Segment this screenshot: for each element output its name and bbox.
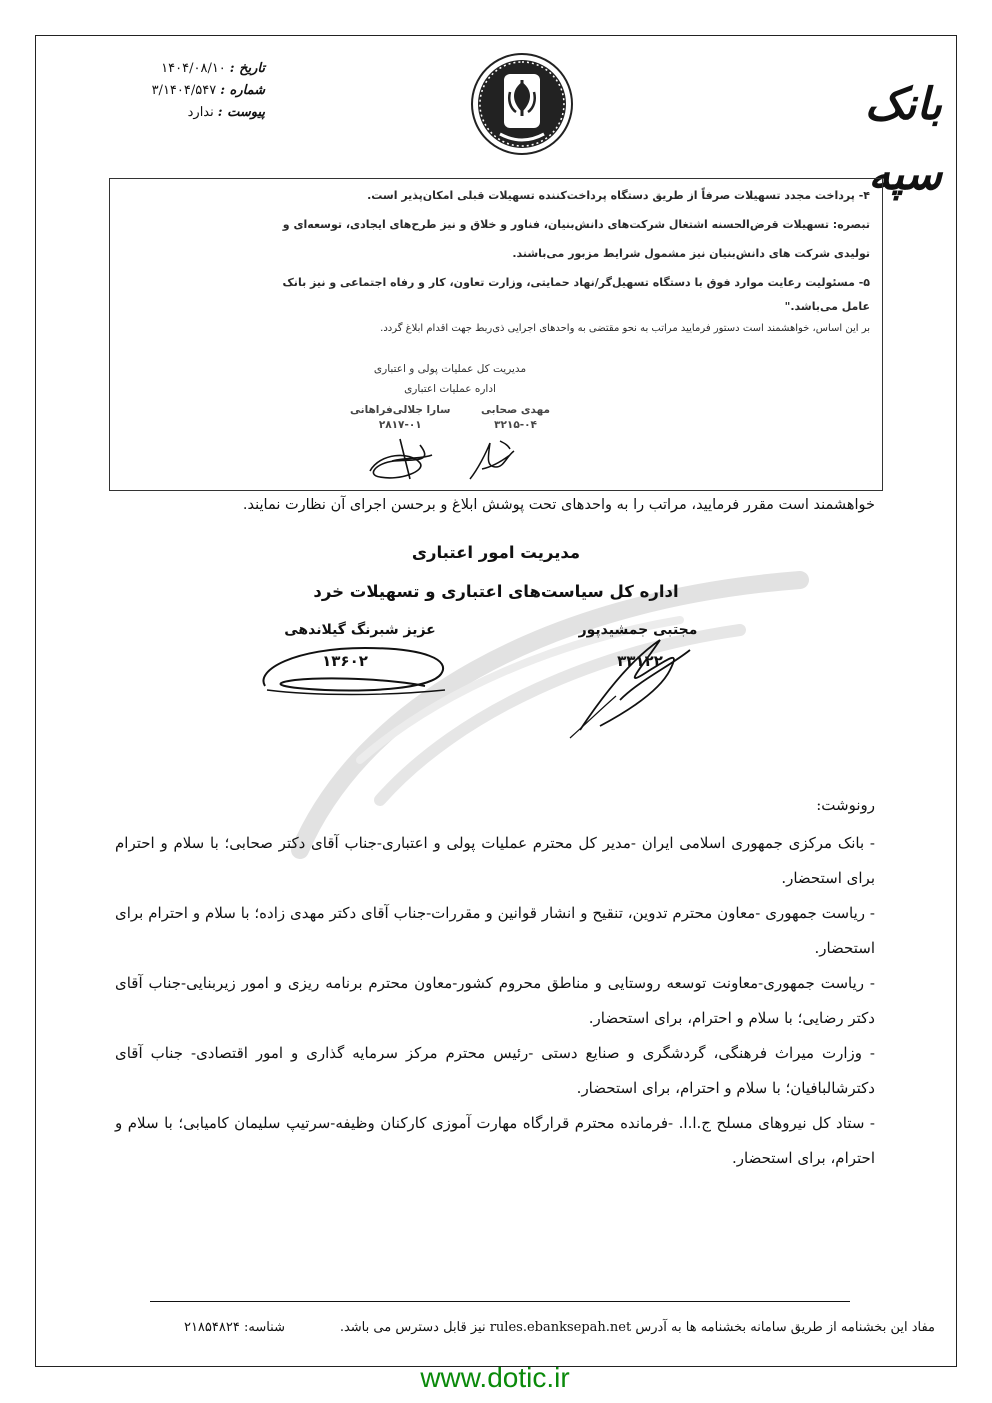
quote-line: تبصره: تسهیلات قرض‌الحسنه اشتغال شرکت‌های دانش‌بنیان، فناور و خلاق و نیز طرح‌های ایجادی، توسعه‌ای و bbox=[282, 218, 870, 231]
signature-b-scribble bbox=[560, 630, 700, 740]
signer-a-name: عزیز شبرنگ گیلاندهی bbox=[284, 622, 436, 638]
quote-signer-2 bbox=[350, 403, 450, 433]
circular-id-label: شناسه: bbox=[243, 1320, 285, 1335]
signer-a-code: ۱۳۶۰۲ bbox=[322, 652, 368, 670]
cc-list bbox=[115, 826, 875, 1176]
quote-signer-1 bbox=[481, 403, 550, 433]
box-edge-gap bbox=[986, 517, 988, 667]
quote-signer-2-name: سارا جلالی‌فراهانی bbox=[350, 404, 451, 416]
quote-signers bbox=[350, 403, 550, 433]
attachment-label: پیوست : bbox=[217, 105, 265, 120]
quote-signature-block bbox=[350, 359, 550, 399]
office-title: اداره کل سیاست‌های اعتباری و تسهیلات خرد bbox=[313, 582, 679, 601]
quote-signer-1-code: ۳۲۱۵-۰۴ bbox=[494, 419, 537, 431]
circular-id-value: ۲۱۸۵۴۸۲۴ bbox=[183, 1320, 240, 1335]
quote-line: عامل می‌باشد." bbox=[784, 300, 870, 313]
attachment-row bbox=[125, 102, 265, 124]
cc-item: - ریاست جمهوری -معاون محترم تدوین، تنقیح و انشار قوانین و مقررات-جناب آقای دکتر مهدی زاده؛ با سلام و احترام برای استحضار. bbox=[115, 904, 875, 957]
quote-sig-department: مدیریت کل عملیات پولی و اعتباری bbox=[373, 363, 527, 375]
quote-line: تولیدی شرکت های دانش‌بنیان نیز مشمول شرایط مزبور می‌باشند. bbox=[512, 247, 870, 260]
date-row bbox=[125, 58, 265, 80]
website-link[interactable]: www.dotic.ir bbox=[420, 1362, 570, 1393]
circular-id bbox=[95, 1320, 285, 1335]
quote-line: ۵- مسئولیت رعایت موارد فوق با دستگاه تسهیل‌گر/نهاد حمایتی، وزارت تعاون، کار و رفاه اجتماعی و نیز بانک bbox=[282, 276, 870, 289]
number-row bbox=[125, 80, 265, 102]
main-instruction: خواهشمند است مقرر فرمایید، مراتب را به واحدهای تحت پوشش ابلاغ و برحسن اجرای آن نظارت نمایند. bbox=[242, 497, 875, 513]
quoted-text bbox=[122, 181, 870, 341]
bank-emblem-icon bbox=[470, 52, 574, 156]
quote-signatures-scribble bbox=[350, 431, 540, 491]
footer-divider bbox=[150, 1301, 850, 1302]
signer-b-name: مجتبی جمشیدپور bbox=[578, 622, 698, 638]
footer-note: مفاد این بخشنامه از طریق سامانه بخشنامه ها به آدرس rules.ebanksepah.net نیز قابل دسترس می باشد. bbox=[339, 1320, 935, 1335]
cc-item: - ریاست جمهوری-معاونت توسعه روستایی و مناطق محروم کشور-معاون محترم برنامه ریزی و امور زیربنایی-جناب آقای دکتر رضایی؛ با سلام و احترام، برای استحضار. bbox=[115, 974, 875, 1027]
attachment-value: ندارد bbox=[187, 105, 214, 120]
quote-signer-2-code: ۲۸۱۷-۰۱ bbox=[378, 419, 422, 431]
quote-footer: بر این اساس، خواهشمند است دستور فرمایید مراتب به نحو مقتضی به واحدهای اجرایی ذی‌ربط جهت اقدام ابلاغ گردد. bbox=[380, 323, 870, 334]
number-value: ۳/۱۴۰۴/۵۴۷ bbox=[151, 83, 217, 98]
quote-sig-office: اداره عملیات اعتباری bbox=[404, 383, 496, 395]
cc-item: - بانک مرکزی جمهوری اسلامی ایران -مدیر کل محترم عملیات پولی و اعتباری-جناب آقای دکتر صحابی؛ با سلام و احترام برای استحضار. bbox=[115, 834, 875, 887]
letter-meta bbox=[125, 58, 265, 124]
date-label: تاریخ : bbox=[229, 61, 265, 76]
date-value: ۱۴۰۴/۰۸/۱۰ bbox=[161, 61, 226, 76]
department-title: مدیریت امور اعتباری bbox=[411, 543, 581, 562]
signer-b-code: ۳۳۱۲۲ bbox=[617, 652, 663, 670]
cc-title: رونوشت: bbox=[816, 796, 875, 814]
quote-signer-1-name: مهدی صحابی bbox=[481, 404, 550, 416]
cc-item: - وزارت میراث فرهنگی، گردشگری و صنایع دستی -رئیس محترم مرکز سرمایه گذاری و امور اقتصادی- جناب آقای دکترشالبافیان؛ با سلام و احترام، برای استحضار. bbox=[115, 1044, 875, 1097]
bank-logotype: بانک سپه bbox=[864, 79, 942, 200]
signature-seal-a bbox=[255, 640, 455, 700]
number-label: شماره : bbox=[220, 83, 265, 98]
quote-line: ۴- پرداخت مجدد تسهیلات صرفاً از طریق دستگاه پرداخت‌کننده تسهیلات قبلی امکان‌پذیر است. bbox=[367, 189, 870, 202]
cc-item: - ستاد کل نیروهای مسلح ج.ا.ا. -فرمانده محترم قرارگاه مهارت آموزی کارکنان وظیفه-سرتیپ سلیمان کامیابی؛ با سلام و احترام، برای استحضار. bbox=[115, 1114, 875, 1167]
quoted-circular-box bbox=[109, 178, 883, 491]
